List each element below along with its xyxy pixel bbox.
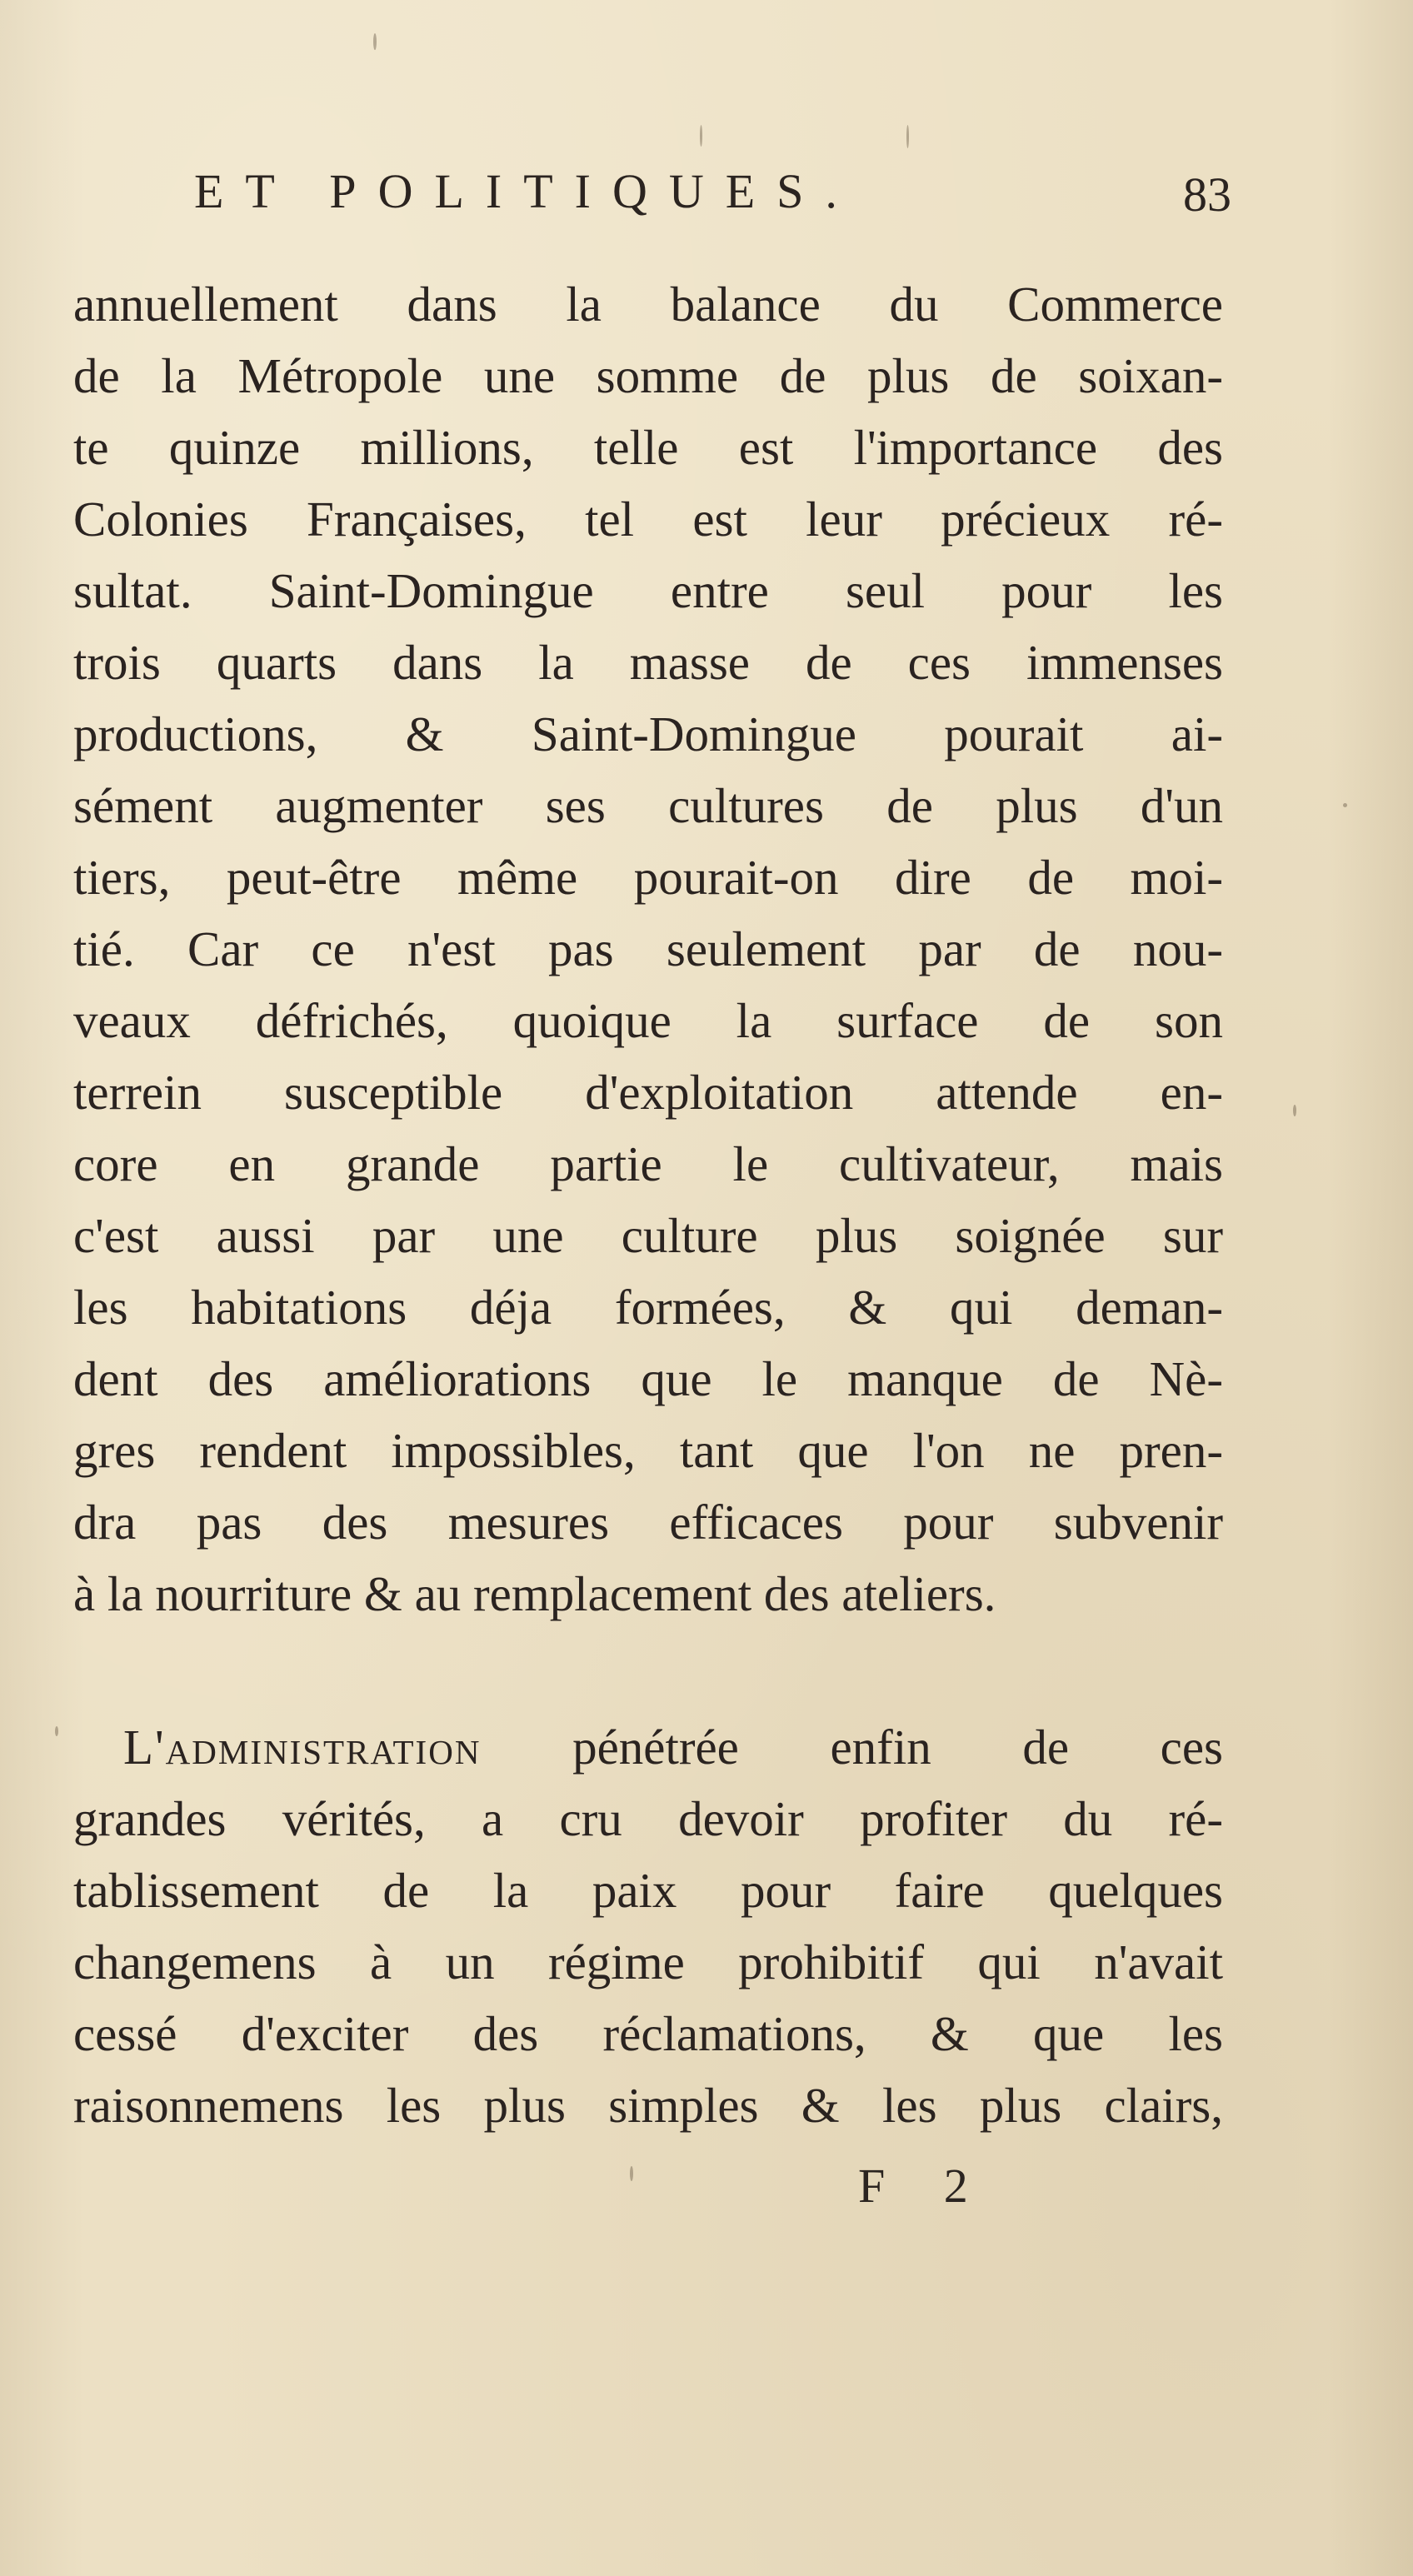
text-line: tié. Car ce n'est pas seulement par de nou- <box>73 921 1223 976</box>
paper-speck <box>55 1726 58 1736</box>
paper-speck <box>373 33 377 50</box>
paper-speck <box>906 125 909 148</box>
text-line: Colonies Françaises, tel est leur précieux ré- <box>73 492 1223 547</box>
lead-word: L'administration <box>123 1720 482 1775</box>
text-line: tablissement de la paix pour faire quelques <box>73 1863 1223 1918</box>
paper-speck <box>700 125 702 147</box>
text-line: cessé d'exciter des réclamations, & que les <box>73 2006 1223 2061</box>
paragraph-2 <box>73 1711 1223 2141</box>
text-line: dra pas des mesures efficaces pour subvenir <box>73 1495 1223 1550</box>
paragraph-1 <box>73 268 1223 1630</box>
text-line: tiers, peut-être même pourait-on dire de moi- <box>73 850 1223 905</box>
text-line: terrein susceptible d'exploitation attende en- <box>73 1065 1223 1120</box>
text-line: core en grande partie le cultivateur, mais <box>73 1136 1223 1191</box>
text-line: c'est aussi par une culture plus soignée sur <box>73 1208 1223 1263</box>
text-line: les habitations déja formées, & qui deman- <box>73 1280 1223 1335</box>
text-line: productions, & Saint-Domingue pourait ai- <box>73 706 1223 761</box>
text-line: trois quarts dans la masse de ces immenses <box>73 635 1223 690</box>
signature-mark: F 2 <box>858 2159 991 2213</box>
text-line: veaux défrichés, quoique la surface de son <box>73 993 1223 1048</box>
page-header <box>73 163 1231 230</box>
text-line: changemens à un régime prohibitif qui n'avait <box>73 1934 1223 1989</box>
text-line: de la Métropole une somme de plus de soixan- <box>73 348 1223 403</box>
paper-speck <box>1343 803 1347 807</box>
text-line: raisonnemens les plus simples & les plus clairs, <box>73 2078 1223 2133</box>
text-line: sément augmenter ses cultures de plus d'un <box>73 778 1223 833</box>
paper-speck <box>630 2166 633 2181</box>
paper-speck <box>1293 1105 1296 1116</box>
text-line: grandes vérités, a cru devoir profiter du ré- <box>73 1791 1223 1846</box>
running-title: ET POLITIQUES. <box>194 164 859 218</box>
text-line: annuellement dans la balance du Commerce <box>73 277 1223 332</box>
text-line: sultat. Saint-Domingue entre seul pour les <box>73 563 1223 618</box>
text-line: gres rendent impossibles, tant que l'on ne pren- <box>73 1423 1223 1478</box>
first-line-rest: pénétrée enfin de ces <box>572 1720 1224 1775</box>
text-line: te quinze millions, telle est l'importance des <box>73 420 1223 475</box>
text-line: à la nourriture & au remplacement des ateliers. <box>73 1566 996 1621</box>
paragraph-2-first-line <box>73 1711 1223 1783</box>
text-line: dent des améliorations que le manque de Nè- <box>73 1351 1223 1406</box>
page-number: 83 <box>1183 167 1231 222</box>
